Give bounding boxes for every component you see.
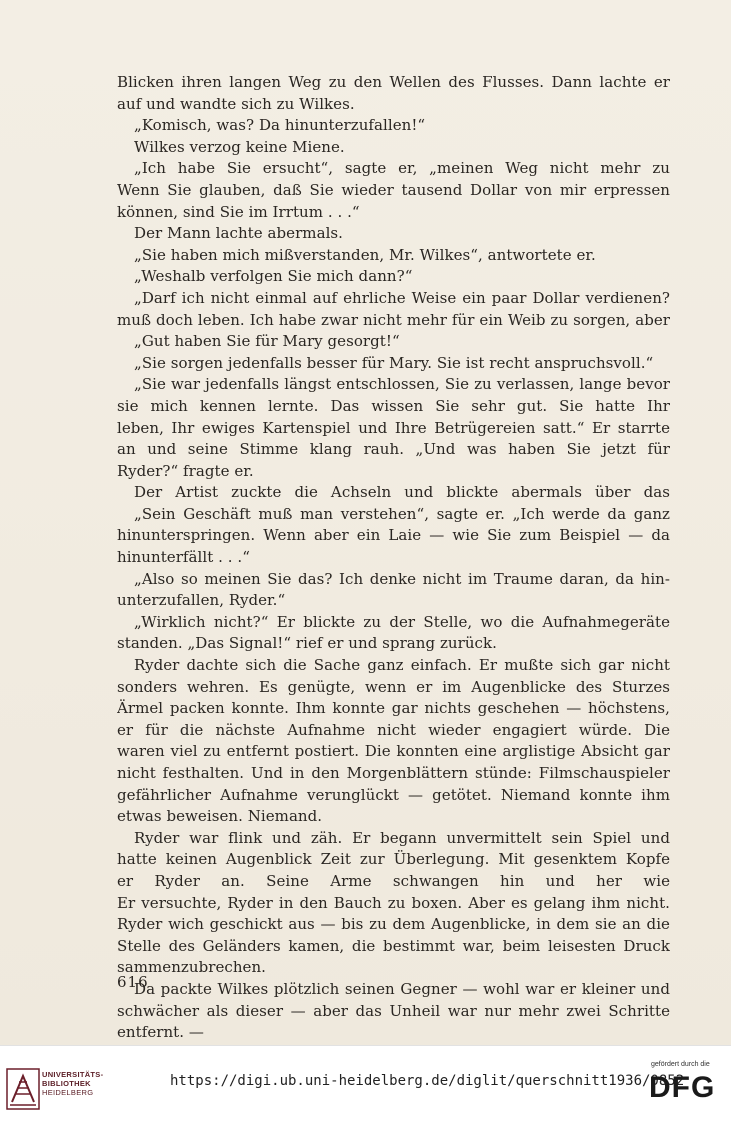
text-line: Der Mann lachte abermals.	[134, 224, 343, 243]
text-line: hinunterfällt . . .“	[117, 548, 250, 567]
text-line: sie mich kennen lernte. Das wissen Sie sehr gut. Sie hatte Ihr	[117, 396, 670, 415]
text-line: „Wirklich nicht?“ Er blickte zu der Stelle, wo die Aufnahmegeräte	[134, 612, 670, 631]
text-line: „Also so meinen Sie das? Ich denke nicht im Traume daran, da hin-	[134, 569, 670, 588]
text-line: Ryder war flink und zäh. Er begann unvermittelt sein Spiel und	[134, 828, 670, 847]
page-number: 616	[117, 973, 149, 991]
text-line: „Darf ich nicht einmal auf ehrliche Weise ein paar Dollar verdienen?	[134, 288, 670, 307]
text-line: Stelle des Geländers kamen, die bestimmt war, beim leisesten Druck	[117, 936, 670, 955]
text-line: er für die nächste Aufnahme nicht wieder engagiert würde. Die	[117, 720, 670, 739]
text-line: an und seine Stimme klang rauh. „Und was haben Sie jetzt für	[117, 440, 670, 459]
text-line: entfernt. —	[117, 1023, 204, 1042]
text-line: „Weshalb verfolgen Sie mich dann?“	[134, 267, 413, 286]
text-line: hatte keinen Augenblick Zeit zur Überlegung. Mit gesenktem Kopfe	[117, 850, 670, 869]
text-line: Ärmel packen konnte. Ihm konnte gar nichts geschehen — höchstens,	[117, 699, 670, 718]
text-line: „Sie war jedenfalls längst entschlossen, Sie zu verlassen, lange bevor	[134, 375, 670, 394]
text-line: leben, Ihr ewiges Kartenspiel und Ihre Betrügereien satt.“ Er starrte	[117, 418, 670, 437]
text-line: sonders wehren. Es genügte, wenn er im Augenblicke des Sturzes	[117, 677, 670, 696]
text-line: hinunterspringen. Wenn aber ein Laie — wie Sie zum Beispiel — da	[117, 526, 670, 545]
permalink-url[interactable]: https://digi.ub.uni-heidelberg.de/diglit/querschnitt1936/0852	[170, 1073, 685, 1089]
text-line: „Sie sorgen jedenfalls besser für Mary. Sie ist recht anspruchsvoll.“	[134, 353, 654, 372]
library-name: UNIVERSITÄTS- BIBLIOTHEK HEIDELBERG	[42, 1070, 104, 1097]
text-line: Wenn Sie glauben, daß Sie wieder tausend Dollar von mir erpressen	[117, 180, 670, 199]
viewer-footer	[0, 1045, 731, 1128]
text-line: Ryder wich geschickt aus — bis zu dem Augenblicke, in dem sie an die	[117, 915, 670, 934]
text-line: Ryder dachte sich die Sache ganz einfach. Er mußte sich gar nicht	[134, 656, 670, 675]
text-line: muß doch leben. Ich habe zwar nicht mehr für ein Weib zu sorgen, aber	[117, 310, 670, 329]
text-line: „Ich habe Sie ersucht“, sagte er, „meinen Weg nicht mehr zu	[134, 159, 670, 178]
text-line: standen. „Das Signal!“ rief er und sprang zurück.	[117, 634, 497, 653]
text-line: Da packte Wilkes plötzlich seinen Gegner — wohl war er kleiner und	[134, 979, 670, 998]
text-line: Er versuchte, Ryder in den Bauch zu boxen. Aber es gelang ihm nicht.	[117, 893, 670, 912]
body-text	[117, 72, 670, 1044]
text-line: waren viel zu entfernt postiert. Die konnten eine arglistige Absicht gar	[117, 742, 670, 761]
text-line: „Sie haben mich mißverstanden, Mr. Wilkes“, antwortete er.	[134, 245, 596, 264]
text-line: können, sind Sie im Irrtum . . .“	[117, 202, 360, 221]
text-line: Ryder?“ fragte er.	[117, 461, 254, 480]
text-line: „Komisch, was? Da hinunterzufallen!“	[134, 116, 426, 135]
text-line: Blicken ihren langen Weg zu den Wellen des Flusses. Dann lachte er	[117, 73, 670, 91]
funding-note: gefördert durch die	[651, 1061, 710, 1068]
text-line: er Ryder an. Seine Arme schwangen hin und her wie	[117, 871, 670, 890]
text-line: schwächer als dieser — aber das Unheil war nur mehr zwei Schritte	[117, 1001, 670, 1020]
text-line: „Sein Geschäft muß man verstehen“, sagte er. „Ich werde da ganz	[134, 504, 670, 523]
library-logo-icon	[6, 1068, 40, 1110]
text-line: unterzufallen, Ryder.“	[117, 591, 286, 610]
dfg-logo: DFG	[649, 1071, 716, 1104]
text-line: sammenzubrechen.	[117, 958, 267, 977]
text-line: auf und wandte sich zu Wilkes.	[117, 94, 355, 113]
text-line: etwas beweisen. Niemand.	[117, 807, 323, 826]
text-line: gefährlicher Aufnahme verunglückt — getötet. Niemand konnte ihm	[117, 785, 670, 804]
text-line: nicht festhalten. Und in den Morgenblättern stünde: Filmschauspieler	[117, 764, 670, 782]
text-line: „Gut haben Sie für Mary gesorgt!“	[134, 332, 400, 351]
text-line: Der Artist zuckte die Achseln und blickte abermals über das	[134, 483, 670, 502]
text-line: Wilkes verzog keine Miene.	[134, 137, 345, 156]
